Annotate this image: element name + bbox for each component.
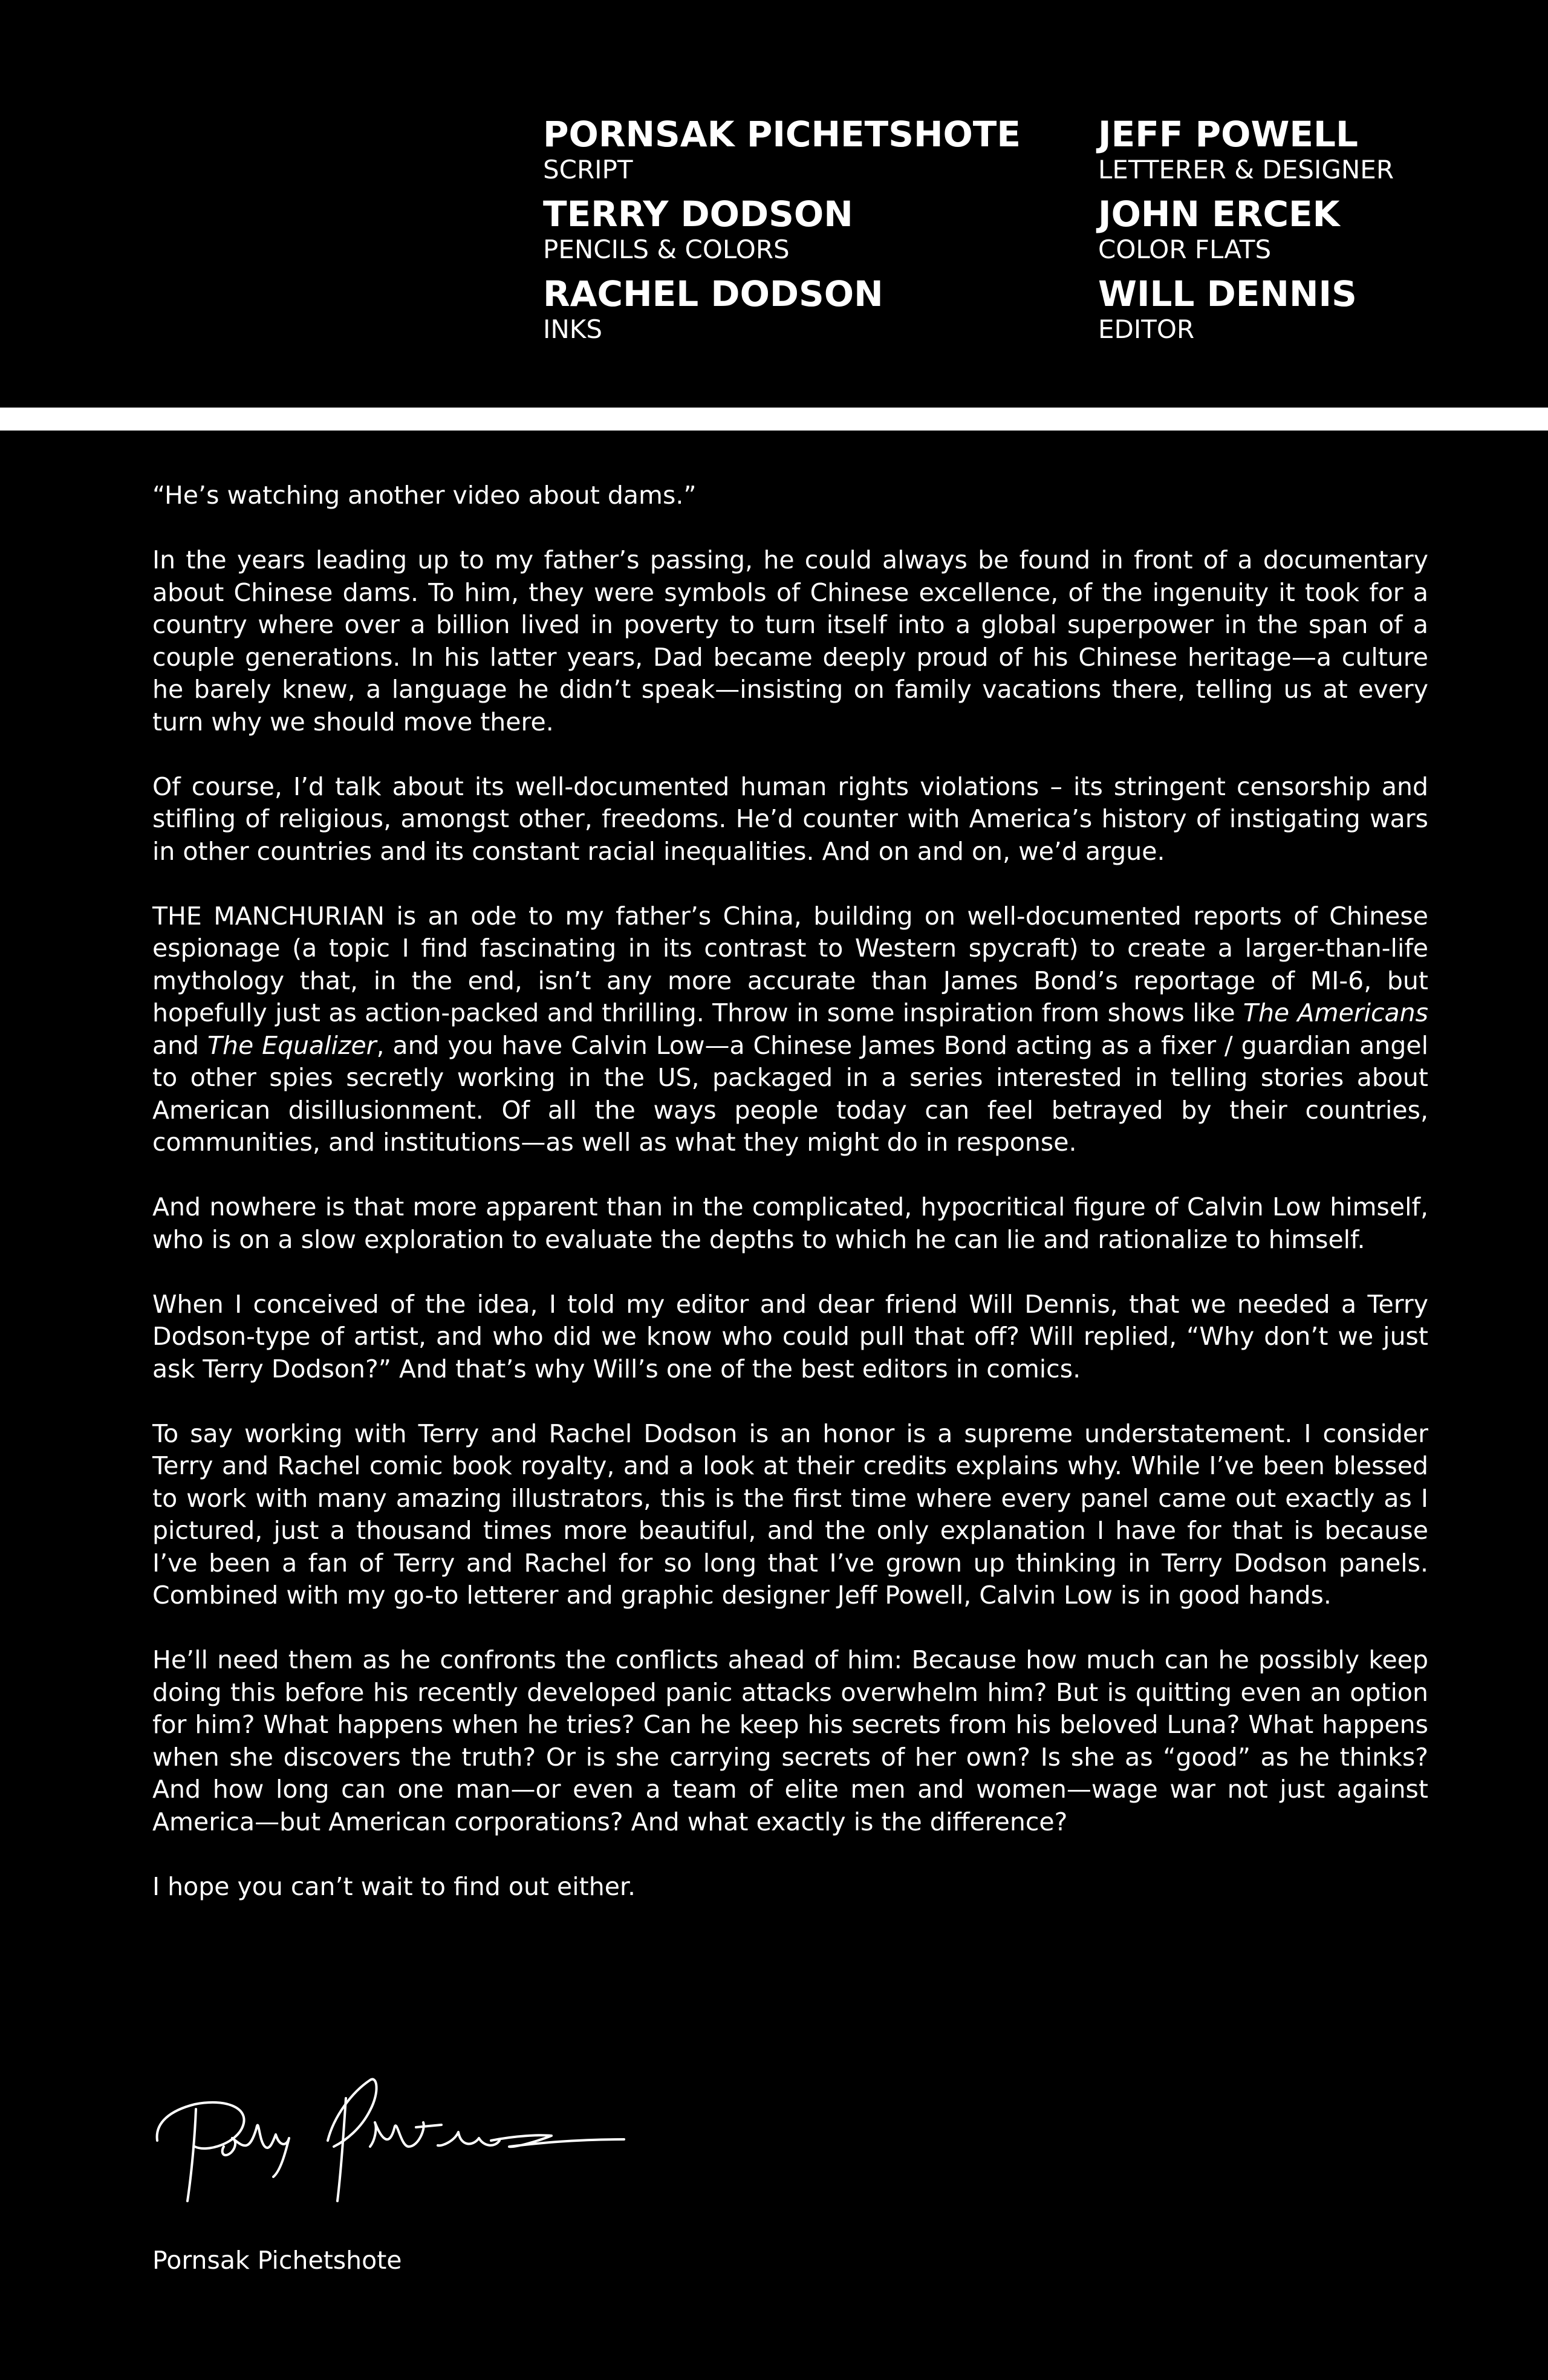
- credit-role: PENCILS & COLORS: [543, 235, 790, 264]
- letter-paragraph: In the years leading up to my father’s passing, he could always be found in front of a documentary about Chinese dams. To him, they were symbols of Chinese excellence, of the ingenuity it took for a country where over a billion lived in poverty to turn itself into a global superpower in the span of a couple generations. In his latter years, Dad became deeply proud of his Chinese heritage—a culture he barely knew, a language he didn’t speak—insisting on family vacations there, telling us at every turn why we should move there.: [152, 545, 1428, 736]
- credits-left-column: [543, 114, 1098, 353]
- credit-role: INKS: [543, 314, 603, 344]
- show-title: The Equalizer: [207, 1030, 377, 1060]
- credit-role: LETTERER & DESIGNER: [1098, 155, 1394, 184]
- credit-role: COLOR FLATS: [1098, 235, 1272, 264]
- letter-paragraph: Of course, I’d talk about its well-documented human rights violations – its stringent censorship and stifling of religious, amongst other, freedoms. He’d counter with America’s history of instigating wars in other countries and its constant racial inequalities. And on and on, we’d argue.: [152, 772, 1428, 866]
- credit-entry: [1098, 273, 1521, 353]
- credit-entry: [543, 273, 1098, 353]
- letter-paragraph: And nowhere is that more apparent than in the complicated, hypocritical figure of Calvin Low himself, who is on a slow exploration to evaluate the depths to which he can lie and rationalize to himself.: [152, 1192, 1428, 1254]
- credit-name: JOHN ERCEK: [1098, 193, 1340, 235]
- credit-role: SCRIPT: [543, 155, 633, 184]
- letter-paragraph: To say working with Terry and Rachel Dodson is an honor is a supreme understatement. I consider Terry and Rachel comic book royalty, and a look at their credits explains why. While I’ve been blessed to work with many amazing illustrators, this is the first time where every panel came out exactly as I pictured, just a thousand times more beautiful, and the only explanation I have for that is because I’ve been a fan of Terry and Rachel for so long that I’ve grown up thinking in Terry Dodson panels. Combined with my go-to letterer and graphic designer Jeff Powell, Calvin Low is in good hands.: [152, 1419, 1428, 1610]
- credits-block: [543, 114, 1523, 353]
- handwritten-signature: [152, 2056, 636, 2231]
- letter-paragraph: I hope you can’t wait to find out either.: [152, 1871, 636, 1901]
- credit-entry: [1098, 193, 1521, 273]
- credit-entry: [1098, 114, 1521, 193]
- credit-name: WILL DENNIS: [1098, 273, 1357, 314]
- credit-role: EDITOR: [1098, 314, 1195, 344]
- letter-paragraph: [152, 900, 1428, 1159]
- signature-name: Pornsak Pichetshote: [152, 2246, 402, 2275]
- letter-text: and: [152, 1030, 207, 1060]
- credit-name: JEFF POWELL: [1098, 114, 1358, 155]
- letter-text: , and you have Calvin Low—a Chinese James Bond acting as a fixer / guardian angel to other spies secretly working in the US, packaged in a series interested in telling stories about American disillusionment. Of all the ways people today can feel betrayed by their countries, communities, and institutions—as well as what they might do in response.: [152, 1030, 1428, 1157]
- credits-right-column: [1098, 114, 1521, 353]
- credit-entry: [543, 114, 1098, 193]
- credit-name: PORNSAK PICHETSHOTE: [543, 114, 1021, 155]
- letter-paragraph: “He’s watching another video about dams.”: [152, 481, 697, 510]
- letter-paragraph: He’ll need them as he confronts the conflicts ahead of him: Because how much can he possibly keep doing this before his recently developed panic attacks overwhelm him? But is quitting even an option for him? What happens when he tries? Can he keep his secrets from his beloved Luna? What happens when she discovers the truth? Or is she carrying secrets of her own? Is she as “good” as he thinks? And how long can one man—or even a team of elite men and women—wage war not just against America—but American corporations? And what exactly is the difference?: [152, 1645, 1428, 1836]
- show-title: The Americans: [1243, 998, 1428, 1027]
- credit-name: RACHEL DODSON: [543, 273, 883, 314]
- letter-paragraph: When I conceived of the idea, I told my editor and dear friend Will Dennis, that we needed a Terry Dodson-type of artist, and who did we know who could pull that off? Will replied, “Why don’t we just ask Terry Dodson?” And that’s why Will’s one of the best editors in comics.: [152, 1289, 1428, 1383]
- letter-body: [152, 480, 1428, 1936]
- credit-name: TERRY DODSON: [543, 193, 853, 235]
- credit-entry: [543, 193, 1098, 273]
- section-divider: [0, 408, 1548, 431]
- letter-text: THE MANCHURIAN is an ode to my father’s China, building on well-documented reports of Chinese espionage (a topic I find fascinating in its contrast to Western spycraft) to create a larger-than-life mythology that, in the end, isn’t any more accurate than James Bond’s reportage of MI-6, but hopefully just as action-packed and thrilling. Throw in some inspiration from shows like: [152, 901, 1428, 1027]
